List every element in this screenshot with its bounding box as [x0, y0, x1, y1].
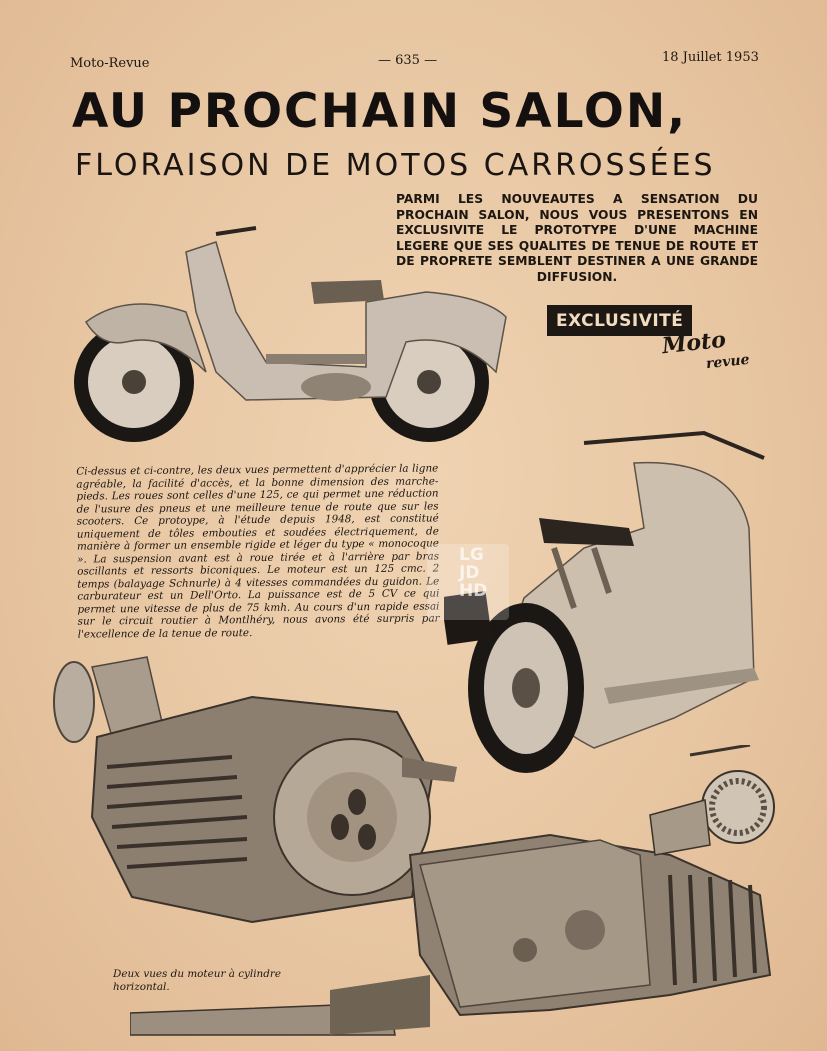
- page-number: — 635 —: [378, 53, 438, 68]
- issue-date: 18 Juillet 1953: [662, 50, 759, 65]
- watermark-line-2: JD: [459, 563, 480, 583]
- moto-revue-logo-sub: revue: [705, 351, 751, 373]
- photo-caption-engine: Deux vues du moteur à cylindre horizontal.: [113, 968, 282, 993]
- watermark-line-1: LG: [459, 545, 484, 565]
- watermark-line-3: HD: [459, 581, 488, 601]
- engine-right-photo: [130, 745, 785, 1040]
- scooter-side-photo: [66, 222, 511, 450]
- publication-name: Moto-Revue: [70, 56, 150, 71]
- article-title: AU PROCHAIN SALON,: [72, 84, 688, 139]
- intro-paragraph: PARMI LES NOUVEAUTES A SENSATION DU PROCHAIN SALON, NOUS VOUS PRESENTONS EN EXCLUSIVITE LE PROTOTYPE D'UNE MACHINE LEGERE QUE SES QUALITES DE TENUE DE ROUTE ET DE PROPRETE SEMBLENT DESTINER A UNE GRANDE DIFFUSION.: [396, 192, 758, 284]
- moto-revue-logo: Moto: [660, 326, 728, 360]
- exclusivite-badge: EXCLUSIVITÉ: [547, 305, 692, 336]
- watermark-letters: [459, 546, 487, 600]
- photo-caption-main: Ci-dessus et ci-contre, les deux vues permettent d'apprécier la ligne agréable, la facilité d'accès, et la bonne dimension des marche-pieds. Les roues sont celles d'une 125, ce qui permet une réduction de l'usure des pneus et une meilleure tenue de route que sur les scooters. Ce protoype, à l'étude depuis 1948, est constitué uniquement de tôles embouties et soudées électriquement, de manière à former un ensemble rigide et léger du type « monocoque ». La suspension avant est à roue tirée et à l'arrière par bras oscillants et ressorts biconiques. Le moteur est un 125 cmc. 2 temps (balayage Schnurle) à 4 vitesses commandées du guidon. Le carburateur est un Dell'Orto. La puissance est de 5 CV ce qui permet une vitesse de plus de 75 kmh. Au cours d'un rapide essai sur le circuit routier à Montlhéry, nous avons été surpris par l'excellence de la tenue de route.: [76, 462, 440, 641]
- article-subtitle: FLORAISON DE MOTOS CARROSSÉES: [75, 148, 716, 183]
